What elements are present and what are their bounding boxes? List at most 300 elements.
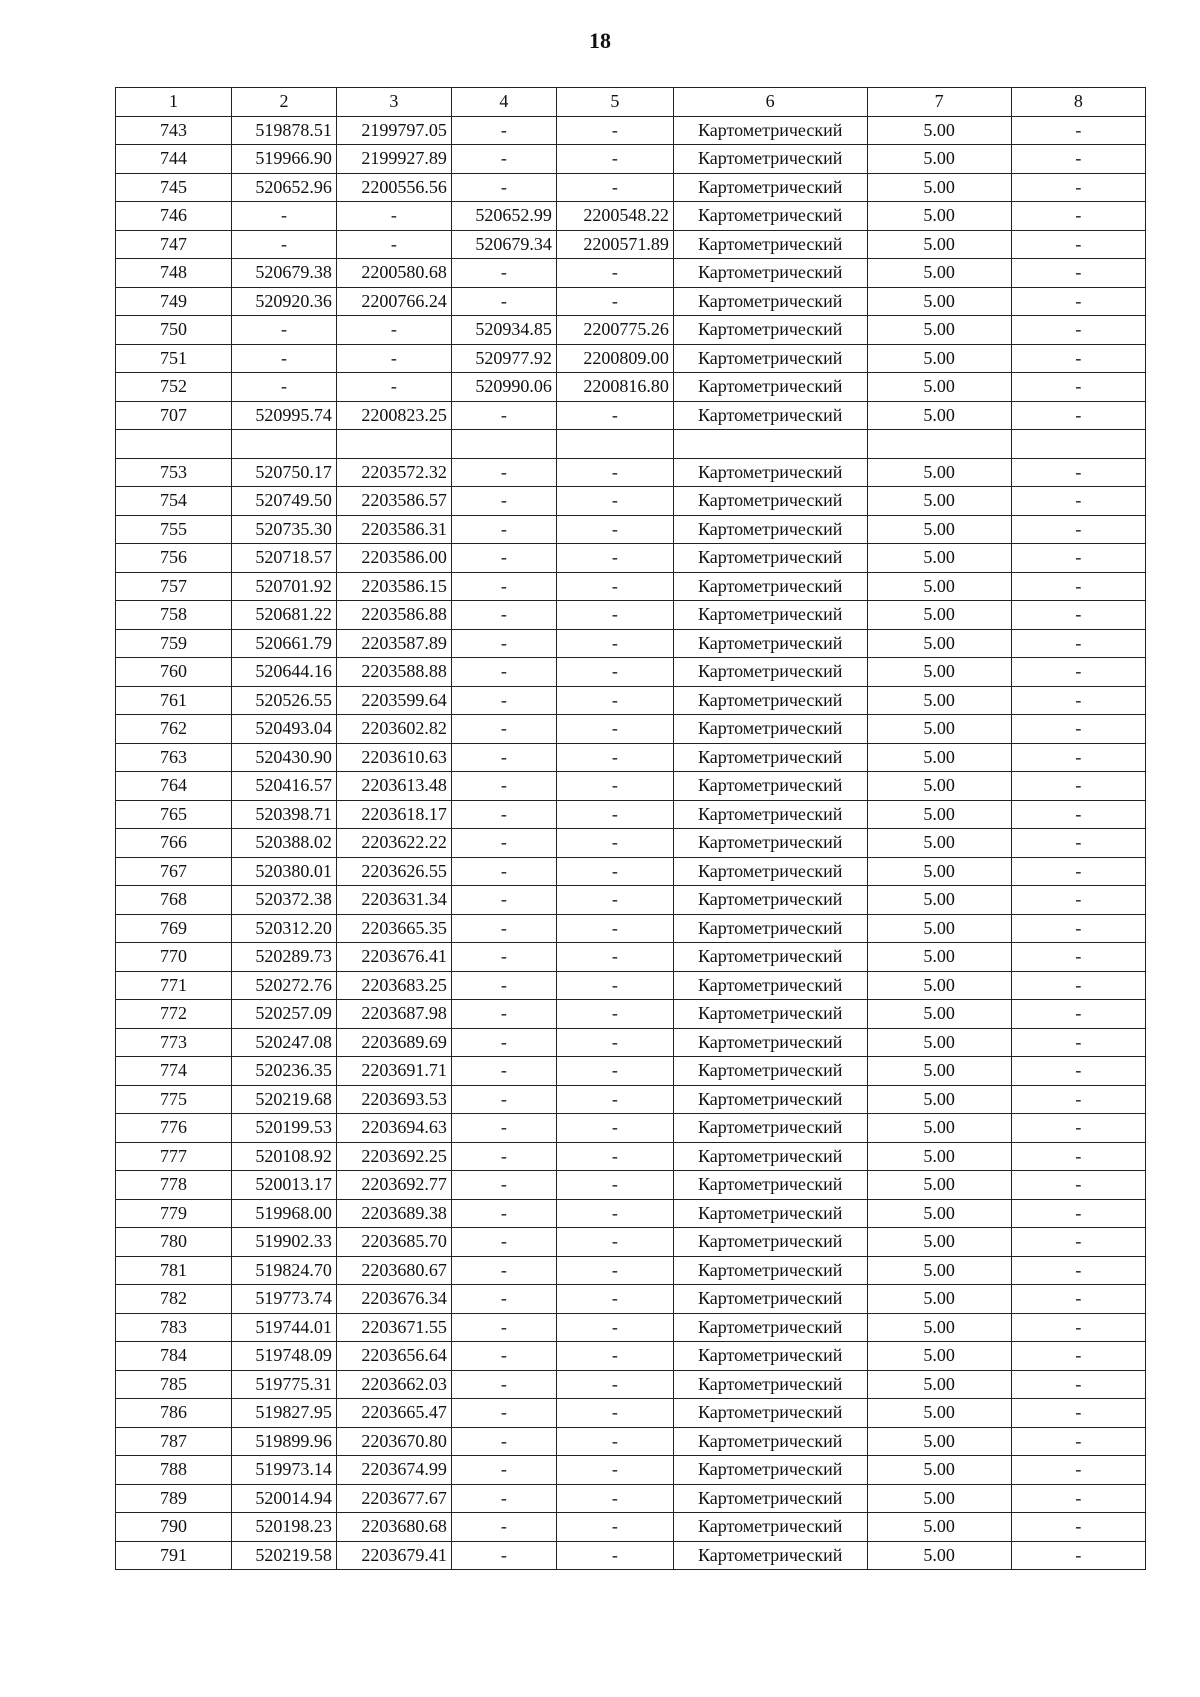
- table-cell-col-5: -: [556, 1199, 673, 1228]
- table-row: [116, 1256, 1146, 1285]
- table-cell-col-2: 520681.22: [232, 601, 337, 630]
- table-cell-col-6: Картометрический: [673, 1313, 867, 1342]
- table-row: [116, 1427, 1146, 1456]
- table-cell-col-6: Картометрический: [673, 401, 867, 430]
- table-cell-col-4: -: [451, 487, 556, 516]
- table-cell-col-1: 760: [116, 658, 232, 687]
- table-cell-col-4: -: [451, 601, 556, 630]
- table-cell-col-8: -: [1011, 829, 1145, 858]
- table-cell-col-2: 520995.74: [232, 401, 337, 430]
- table-cell-col-8: -: [1011, 401, 1145, 430]
- table-cell-col-8: -: [1011, 1484, 1145, 1513]
- table-cell-col-2: 520750.17: [232, 458, 337, 487]
- table-cell-col-1: 782: [116, 1285, 232, 1314]
- table-cell-col-2: 520701.92: [232, 572, 337, 601]
- table-cell-col-3: 2200556.56: [336, 173, 451, 202]
- table-cell-col-7: 5.00: [867, 772, 1011, 801]
- table-cell-col-2: 520198.23: [232, 1513, 337, 1542]
- table-cell-col-4: 520652.99: [451, 202, 556, 231]
- table-cell-col-4: -: [451, 1000, 556, 1029]
- table-cell-col-6: Картометрический: [673, 1114, 867, 1143]
- table-row: [116, 829, 1146, 858]
- table-cell-col-4: -: [451, 1199, 556, 1228]
- table-row: [116, 230, 1146, 259]
- table-cell-col-5: -: [556, 1484, 673, 1513]
- table-cell-col-7: 5.00: [867, 829, 1011, 858]
- table-row: [116, 1000, 1146, 1029]
- table-cell-col-6: Картометрический: [673, 1513, 867, 1542]
- table-cell-col-7: 5.00: [867, 487, 1011, 516]
- table-cell-col-1: 763: [116, 743, 232, 772]
- table-cell-col-6: Картометрический: [673, 772, 867, 801]
- table-row: [116, 1199, 1146, 1228]
- table-cell-col-7: 5.00: [867, 515, 1011, 544]
- table-cell-col-6: Картометрический: [673, 829, 867, 858]
- table-cell-col-4: -: [451, 914, 556, 943]
- table-cell-col-4: -: [451, 145, 556, 174]
- table-cell-col-8: -: [1011, 1342, 1145, 1371]
- table-cell-col-3: 2203691.71: [336, 1057, 451, 1086]
- table-cell-col-7: 5.00: [867, 173, 1011, 202]
- table-cell-col-3: 2200766.24: [336, 287, 451, 316]
- table-cell-col-4: -: [451, 1142, 556, 1171]
- table-cell-col-1: 750: [116, 316, 232, 345]
- table-cell-col-8: -: [1011, 629, 1145, 658]
- table-cell-col-3: 2203662.03: [336, 1370, 451, 1399]
- table-cell-col-5: -: [556, 658, 673, 687]
- table-cell-col-1: 749: [116, 287, 232, 316]
- table-cell-col-1: 745: [116, 173, 232, 202]
- table-cell-col-1: 744: [116, 145, 232, 174]
- table-cell-col-3: 2203694.63: [336, 1114, 451, 1143]
- table-cell-col-5: -: [556, 601, 673, 630]
- table-cell-col-6: Картометрический: [673, 259, 867, 288]
- table-cell-col-3: 2200580.68: [336, 259, 451, 288]
- table-cell-col-7: 5.00: [867, 1199, 1011, 1228]
- table-cell-col-1: 788: [116, 1456, 232, 1485]
- column-header: 5: [556, 88, 673, 117]
- table-cell-col-8: -: [1011, 1513, 1145, 1542]
- table-cell-col-1: 761: [116, 686, 232, 715]
- table-cell-col-5: -: [556, 458, 673, 487]
- table-cell-col-3: 2203610.63: [336, 743, 451, 772]
- table-cell-col-8: -: [1011, 1114, 1145, 1143]
- table-row: [116, 1171, 1146, 1200]
- table-cell-col-5: 2200548.22: [556, 202, 673, 231]
- table-cell-col-1: 775: [116, 1085, 232, 1114]
- table-cell-col-6: Картометрический: [673, 1085, 867, 1114]
- table-cell-col-6: Картометрический: [673, 458, 867, 487]
- table-cell-col-8: -: [1011, 373, 1145, 402]
- table-cell-col-6: Картометрический: [673, 515, 867, 544]
- table-cell-col-6: Картометрический: [673, 629, 867, 658]
- table-row: [116, 1342, 1146, 1371]
- table-cell-col-4: -: [451, 1057, 556, 1086]
- table-cell-col-1: 757: [116, 572, 232, 601]
- table-cell-col-2: 520718.57: [232, 544, 337, 573]
- table-cell-col-5: -: [556, 259, 673, 288]
- table-cell-col-6: Картометрический: [673, 145, 867, 174]
- table-cell-col-6: Картометрический: [673, 316, 867, 345]
- table-cell-col-3: -: [336, 202, 451, 231]
- table-cell-col-4: 520990.06: [451, 373, 556, 402]
- table-cell-col-2: 520236.35: [232, 1057, 337, 1086]
- table-cell-col-6: Картометрический: [673, 287, 867, 316]
- table-cell-col-8: -: [1011, 686, 1145, 715]
- coordinates-table: [115, 87, 1146, 1570]
- table-cell-col-2: 520289.73: [232, 943, 337, 972]
- table-cell-col-5: -: [556, 943, 673, 972]
- table-cell-col-4: -: [451, 1228, 556, 1257]
- table-cell-col-8: -: [1011, 886, 1145, 915]
- table-cell-col-2: 519973.14: [232, 1456, 337, 1485]
- table-cell-col-4: -: [451, 515, 556, 544]
- table-row: [116, 544, 1146, 573]
- table-cell-col-4: -: [451, 715, 556, 744]
- table-cell-col-8: -: [1011, 1541, 1145, 1570]
- table-cell-col-5: -: [556, 743, 673, 772]
- table-cell-col-8: -: [1011, 202, 1145, 231]
- table-row: [116, 287, 1146, 316]
- table-row: [116, 1456, 1146, 1485]
- table-cell-col-7: 5.00: [867, 1000, 1011, 1029]
- table-cell-col-8: -: [1011, 715, 1145, 744]
- table-cell-col-7: 5.00: [867, 1057, 1011, 1086]
- table-cell-col-7: 5.00: [867, 857, 1011, 886]
- table-cell-col-2: 520735.30: [232, 515, 337, 544]
- table-cell-col-6: Картометрический: [673, 1228, 867, 1257]
- table-cell-col-4: -: [451, 1285, 556, 1314]
- table-row: [116, 1057, 1146, 1086]
- table-cell-col-8: -: [1011, 173, 1145, 202]
- table-cell-col-8: -: [1011, 1313, 1145, 1342]
- table-cell-col-2: 519878.51: [232, 116, 337, 145]
- table-cell-col-8: -: [1011, 572, 1145, 601]
- table-cell-col-7: 5.00: [867, 1427, 1011, 1456]
- table-cell-col-1: 784: [116, 1342, 232, 1371]
- table-cell-col-7: 5.00: [867, 572, 1011, 601]
- table-cell-col-2: 520416.57: [232, 772, 337, 801]
- table-cell-col-2: 520430.90: [232, 743, 337, 772]
- table-row: [116, 1228, 1146, 1257]
- table-cell-col-1: 753: [116, 458, 232, 487]
- column-header: 8: [1011, 88, 1145, 117]
- table-cell-col-4: -: [451, 629, 556, 658]
- table-cell-col-1: [116, 430, 232, 459]
- table-cell-col-4: -: [451, 1456, 556, 1485]
- table-cell-col-6: Картометрический: [673, 1456, 867, 1485]
- table-cell-col-2: 520013.17: [232, 1171, 337, 1200]
- table-cell-col-5: -: [556, 629, 673, 658]
- table-cell-col-7: 5.00: [867, 886, 1011, 915]
- table-cell-col-1: 762: [116, 715, 232, 744]
- table-cell-col-8: -: [1011, 1199, 1145, 1228]
- table-cell-col-7: 5.00: [867, 116, 1011, 145]
- table-cell-col-6: Картометрический: [673, 743, 867, 772]
- table-cell-col-4: -: [451, 1399, 556, 1428]
- table-cell-col-5: -: [556, 1427, 673, 1456]
- table-cell-col-7: 5.00: [867, 230, 1011, 259]
- table-cell-col-6: Картометрический: [673, 344, 867, 373]
- table-cell-col-7: 5.00: [867, 943, 1011, 972]
- table-cell-col-4: -: [451, 458, 556, 487]
- table-row: [116, 1085, 1146, 1114]
- table-cell-col-1: 769: [116, 914, 232, 943]
- table-cell-col-2: 520219.58: [232, 1541, 337, 1570]
- table-row: [116, 572, 1146, 601]
- table-cell-col-6: Картометрический: [673, 971, 867, 1000]
- table-row: [116, 943, 1146, 972]
- page-number: 18: [589, 28, 611, 53]
- table-cell-col-8: -: [1011, 800, 1145, 829]
- table-cell-col-3: 2203587.89: [336, 629, 451, 658]
- table-cell-col-4: -: [451, 772, 556, 801]
- table-cell-col-6: Картометрический: [673, 1427, 867, 1456]
- table-row: [116, 1370, 1146, 1399]
- table-row: [116, 1142, 1146, 1171]
- table-row: [116, 658, 1146, 687]
- table-cell-col-1: 764: [116, 772, 232, 801]
- table-cell-col-5: -: [556, 1114, 673, 1143]
- table-row: [116, 800, 1146, 829]
- table-cell-col-8: -: [1011, 230, 1145, 259]
- table-cell-col-8: -: [1011, 458, 1145, 487]
- table-cell-col-2: 520380.01: [232, 857, 337, 886]
- table-cell-col-5: [556, 430, 673, 459]
- table-cell-col-2: -: [232, 344, 337, 373]
- table-row: [116, 487, 1146, 516]
- table-cell-col-6: Картометрический: [673, 1028, 867, 1057]
- table-cell-col-3: 2203586.15: [336, 572, 451, 601]
- table-cell-col-4: -: [451, 1541, 556, 1570]
- table-cell-col-2: 520644.16: [232, 658, 337, 687]
- table-cell-col-8: -: [1011, 943, 1145, 972]
- table-row: [116, 743, 1146, 772]
- table-cell-col-2: 520526.55: [232, 686, 337, 715]
- table-cell-col-6: Картометрический: [673, 857, 867, 886]
- table-cell-col-1: 754: [116, 487, 232, 516]
- table-cell-col-2: 519824.70: [232, 1256, 337, 1285]
- table-cell-col-8: -: [1011, 515, 1145, 544]
- table-cell-col-8: -: [1011, 544, 1145, 573]
- table-cell-col-3: 2203689.69: [336, 1028, 451, 1057]
- table-cell-col-6: Картометрический: [673, 173, 867, 202]
- table-cell-col-1: 748: [116, 259, 232, 288]
- table-cell-col-6: Картометрический: [673, 572, 867, 601]
- table-cell-col-1: 755: [116, 515, 232, 544]
- table-cell-col-5: -: [556, 1541, 673, 1570]
- table-cell-col-6: Картометрический: [673, 686, 867, 715]
- table-cell-col-5: -: [556, 1085, 673, 1114]
- table-cell-col-3: 2203683.25: [336, 971, 451, 1000]
- table-cell-col-8: -: [1011, 1028, 1145, 1057]
- table-cell-col-2: 520199.53: [232, 1114, 337, 1143]
- table-cell-col-6: Картометрический: [673, 1171, 867, 1200]
- table-cell-col-2: 519775.31: [232, 1370, 337, 1399]
- table-row: [116, 145, 1146, 174]
- table-cell-col-4: -: [451, 943, 556, 972]
- table-cell-col-1: 791: [116, 1541, 232, 1570]
- table-cell-col-8: -: [1011, 601, 1145, 630]
- table-cell-col-5: -: [556, 544, 673, 573]
- table-cell-col-4: -: [451, 1342, 556, 1371]
- table-cell-col-2: 520372.38: [232, 886, 337, 915]
- table-row: [116, 458, 1146, 487]
- table-cell-col-4: -: [451, 1028, 556, 1057]
- table-cell-col-1: 768: [116, 886, 232, 915]
- table-cell-col-7: 5.00: [867, 1484, 1011, 1513]
- table-cell-col-1: 771: [116, 971, 232, 1000]
- table-cell-col-6: Картометрический: [673, 202, 867, 231]
- table-cell-col-7: 5.00: [867, 601, 1011, 630]
- table-cell-col-1: 770: [116, 943, 232, 972]
- table-cell-col-3: 2203618.17: [336, 800, 451, 829]
- table-cell-col-4: -: [451, 259, 556, 288]
- table-cell-col-1: 746: [116, 202, 232, 231]
- table-cell-col-2: 519966.90: [232, 145, 337, 174]
- table-cell-col-7: 5.00: [867, 259, 1011, 288]
- table-cell-col-1: 781: [116, 1256, 232, 1285]
- table-cell-col-4: -: [451, 1114, 556, 1143]
- table-cell-col-4: -: [451, 1370, 556, 1399]
- table-cell-col-4: -: [451, 1085, 556, 1114]
- table-cell-col-6: Картометрический: [673, 1541, 867, 1570]
- table-cell-col-1: 767: [116, 857, 232, 886]
- table-cell-col-3: -: [336, 373, 451, 402]
- table-cell-col-8: [1011, 430, 1145, 459]
- table-cell-col-5: -: [556, 1370, 673, 1399]
- table-cell-col-5: -: [556, 829, 673, 858]
- table-cell-col-3: 2203626.55: [336, 857, 451, 886]
- table-cell-col-2: 520398.71: [232, 800, 337, 829]
- table-cell-col-1: 785: [116, 1370, 232, 1399]
- table-row: [116, 686, 1146, 715]
- table-cell-col-1: 759: [116, 629, 232, 658]
- table-header-row: [116, 88, 1146, 117]
- table-cell-col-2: 520388.02: [232, 829, 337, 858]
- table-cell-col-8: -: [1011, 658, 1145, 687]
- table-cell-col-3: 2203586.00: [336, 544, 451, 573]
- table-cell-col-7: 5.00: [867, 401, 1011, 430]
- table-cell-col-5: -: [556, 971, 673, 1000]
- table-cell-col-2: 520312.20: [232, 914, 337, 943]
- table-cell-col-8: -: [1011, 1171, 1145, 1200]
- table-row: [116, 772, 1146, 801]
- table-cell-col-5: -: [556, 686, 673, 715]
- table-cell-col-7: 5.00: [867, 287, 1011, 316]
- table-cell-col-5: 2200775.26: [556, 316, 673, 345]
- table-cell-col-2: 519773.74: [232, 1285, 337, 1314]
- table-cell-col-4: -: [451, 1313, 556, 1342]
- table-cell-col-3: 2203588.88: [336, 658, 451, 687]
- table-cell-col-7: 5.00: [867, 1028, 1011, 1057]
- table-cell-col-2: 519968.00: [232, 1199, 337, 1228]
- table-cell-col-3: 2200823.25: [336, 401, 451, 430]
- table-cell-col-5: -: [556, 572, 673, 601]
- table-cell-col-8: -: [1011, 1057, 1145, 1086]
- table-cell-col-6: Картометрический: [673, 1142, 867, 1171]
- table-cell-col-3: 2203692.25: [336, 1142, 451, 1171]
- table-cell-col-3: [336, 430, 451, 459]
- table-row: [116, 1028, 1146, 1057]
- table-cell-col-1: 783: [116, 1313, 232, 1342]
- table-cell-col-3: 2203586.31: [336, 515, 451, 544]
- table-cell-col-8: -: [1011, 259, 1145, 288]
- table-cell-col-5: -: [556, 173, 673, 202]
- table-cell-col-6: Картометрический: [673, 1370, 867, 1399]
- table-cell-col-8: -: [1011, 1000, 1145, 1029]
- table-cell-col-4: -: [451, 857, 556, 886]
- table-cell-col-7: 5.00: [867, 1256, 1011, 1285]
- table-cell-col-4: -: [451, 287, 556, 316]
- table-cell-col-2: [232, 430, 337, 459]
- table-row: [116, 914, 1146, 943]
- table-cell-col-5: -: [556, 401, 673, 430]
- table-cell-col-8: -: [1011, 487, 1145, 516]
- table-cell-col-4: -: [451, 829, 556, 858]
- table-cell-col-3: 2203665.47: [336, 1399, 451, 1428]
- table-cell-col-4: [451, 430, 556, 459]
- table-cell-col-5: -: [556, 1000, 673, 1029]
- table-cell-col-1: 774: [116, 1057, 232, 1086]
- table-cell-col-1: 752: [116, 373, 232, 402]
- table-cell-col-6: Картометрический: [673, 658, 867, 687]
- table-cell-col-3: 2203679.41: [336, 1541, 451, 1570]
- table-cell-col-1: 777: [116, 1142, 232, 1171]
- table-cell-col-8: -: [1011, 743, 1145, 772]
- table-cell-col-7: 5.00: [867, 1370, 1011, 1399]
- table-cell-col-5: -: [556, 287, 673, 316]
- table-cell-col-7: 5.00: [867, 1114, 1011, 1143]
- table-cell-col-5: -: [556, 1313, 673, 1342]
- table-cell-col-3: 2203676.34: [336, 1285, 451, 1314]
- table-cell-col-2: 520652.96: [232, 173, 337, 202]
- table-cell-col-2: 520749.50: [232, 487, 337, 516]
- table-cell-col-4: 520934.85: [451, 316, 556, 345]
- table-cell-col-2: 519902.33: [232, 1228, 337, 1257]
- table-cell-col-5: -: [556, 487, 673, 516]
- table-cell-col-1: 786: [116, 1399, 232, 1428]
- table-cell-col-3: -: [336, 230, 451, 259]
- table-cell-col-8: -: [1011, 1399, 1145, 1428]
- table-cell-col-5: -: [556, 145, 673, 174]
- table-cell-col-3: 2203680.68: [336, 1513, 451, 1542]
- table-cell-col-8: -: [1011, 772, 1145, 801]
- table-row: [116, 1484, 1146, 1513]
- table-cell-col-4: 520977.92: [451, 344, 556, 373]
- table-cell-col-6: Картометрический: [673, 601, 867, 630]
- table-cell-col-7: 5.00: [867, 1399, 1011, 1428]
- table-cell-col-5: -: [556, 1057, 673, 1086]
- table-cell-col-2: 520219.68: [232, 1085, 337, 1114]
- table-cell-col-1: 766: [116, 829, 232, 858]
- table-cell-col-4: -: [451, 1484, 556, 1513]
- table-cell-col-4: -: [451, 743, 556, 772]
- table-cell-col-3: -: [336, 344, 451, 373]
- table-cell-col-7: 5.00: [867, 1456, 1011, 1485]
- table-cell-col-2: 520257.09: [232, 1000, 337, 1029]
- table-cell-col-7: [867, 430, 1011, 459]
- table-cell-col-8: -: [1011, 316, 1145, 345]
- table-row: [116, 515, 1146, 544]
- table-row: [116, 886, 1146, 915]
- table-cell-col-5: -: [556, 1285, 673, 1314]
- table-row: [116, 116, 1146, 145]
- table-cell-col-1: 756: [116, 544, 232, 573]
- table-cell-col-4: -: [451, 116, 556, 145]
- table-cell-col-6: Картометрический: [673, 1342, 867, 1371]
- table-cell-col-2: 520493.04: [232, 715, 337, 744]
